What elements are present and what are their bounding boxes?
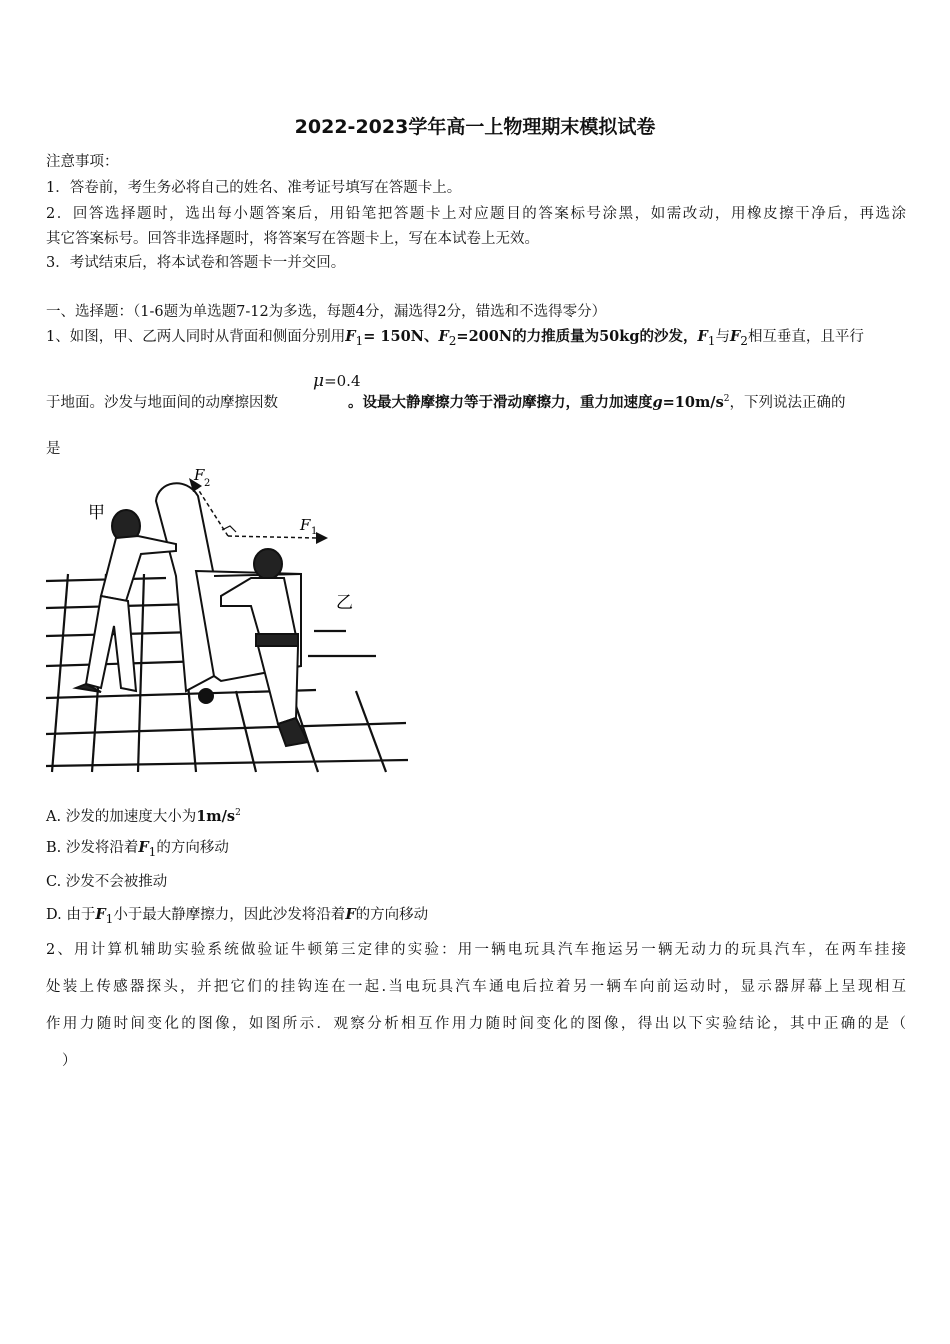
q1-line1-part-b: = 150N、 — [363, 328, 439, 345]
label-f1-sub: 1 — [311, 526, 318, 537]
label-f2-sub: 2 — [204, 478, 211, 489]
label-jia: 甲 — [88, 503, 105, 523]
section-heading: 一、选择题：（1-6题为单选题7-12为多选，每题4分，漏选得2分，错选和不选得零分） — [46, 304, 607, 320]
q1-option-b-text: B. 沙发将沿着 — [46, 840, 139, 856]
q2-line4: ） — [62, 1053, 77, 1069]
q1-option-a-text: A. 沙发的加速度大小为 — [46, 808, 197, 825]
q1-option-c: C. 沙发不会被推动 — [46, 874, 168, 890]
q1-option-a — [46, 803, 241, 827]
q1-option-d-mid: 小于最大静摩擦力，因此沙发将沿着 — [113, 907, 346, 923]
q1-option-a-sup: 2 — [235, 808, 241, 818]
q1-line2-part-c: =10m/s — [662, 393, 724, 411]
q1-option-a-value: 1m/s — [196, 807, 236, 825]
q1-line1-part-e: 相互垂直，且平行 — [747, 329, 864, 345]
q1-option-d-text: D. 由于 — [46, 907, 96, 923]
q1-line2 — [46, 389, 846, 413]
q1-f2-var: F — [438, 328, 449, 345]
q1-line3: 是 — [46, 441, 61, 457]
q1-f1-sub-2: 1 — [707, 333, 716, 348]
notice-item-3: 3．考试结束后，将本试卷和答题卡一并交回。 — [46, 255, 346, 271]
page-title: 2022-2023学年高一上物理期末模拟试卷 — [294, 116, 656, 138]
q1-line2-sup: 2 — [723, 394, 730, 404]
notice-heading: 注意事项： — [46, 154, 119, 170]
q1-f1-var: F — [345, 328, 356, 345]
q1-line2-part-d: ，下列说法正确的 — [729, 394, 846, 411]
q1-line1-part-a: 1、如图，甲、乙两人同时从背面和侧面分别用 — [46, 329, 346, 345]
q1-line1-part-c: =200N的力推质量为50kg的沙发， — [456, 328, 698, 345]
q1-line1 — [46, 327, 864, 351]
q1-option-b-tail: 的方向移动 — [156, 840, 229, 856]
q2-line3: 作用力随时间变化的图像，如图所示．观察分析相互作用力随时间变化的图像，得出以下实验结论，其中正确的是（ — [46, 1016, 906, 1032]
q1-option-d-sub: 1 — [105, 911, 114, 926]
q1-option-b — [46, 838, 229, 862]
q1-line2-part-a: 于地面。沙发与地面间的动摩擦因数 — [46, 394, 278, 411]
q1-f2-sub-2: 2 — [740, 333, 748, 348]
label-f1: F — [300, 516, 311, 534]
q1-f2-var-2: F — [729, 328, 741, 345]
q1-option-d — [46, 905, 428, 929]
notice-item-2b: 其它答案标号。回答非选择题时，将答案写在答题卡上，写在本试卷上无效。 — [46, 231, 539, 247]
sofa-illustration — [46, 466, 410, 778]
sofa-figure — [46, 466, 410, 778]
person-jia — [76, 510, 176, 692]
q1-line2-part-b: 。设最大静摩擦力等于滑动摩擦力，重力加速度 — [348, 393, 653, 411]
q1-line1-part-d: 与 — [715, 329, 730, 345]
q1-option-d-var2: F — [345, 906, 356, 923]
notice-item-1: 1．答卷前，考生务必将自己的姓名、准考证号填写在答题卡上。 — [46, 180, 462, 196]
label-f2: F — [194, 466, 205, 484]
q2-line1: 2、用计算机辅助实验系统做验证牛顿第三定律的实验：用一辆电玩具汽车拖运另一辆无动力的玩具汽车，在两车挂接 — [46, 942, 906, 958]
q1-f1-sub: 1 — [355, 333, 364, 348]
mu-symbol: μ — [313, 371, 325, 391]
mu-value: =0.4 — [324, 372, 361, 390]
mu-formula — [313, 371, 361, 391]
q1-f1-var-2: F — [697, 328, 708, 345]
q1-option-b-var: F — [138, 839, 149, 856]
label-yi: 乙 — [336, 593, 353, 613]
q1-option-d-tail: 的方向移动 — [355, 907, 429, 923]
q1-g-var: g — [652, 393, 663, 411]
notice-item-2a: 2．回答选择题时，选出每小题答案后，用铅笔把答题卡上对应题目的答案标号涂黑，如需改动，用橡皮擦干净后，再选涂 — [46, 206, 906, 222]
q1-f2-sub: 2 — [448, 333, 457, 348]
q1-option-d-var: F — [95, 906, 106, 923]
q1-option-b-sub: 1 — [148, 844, 157, 859]
q2-line2: 处装上传感器探头，并把它们的挂钩连在一起.当电玩具汽车通电后拉着另一辆车向前运动时，显示器屏幕上呈现相互 — [46, 979, 906, 995]
